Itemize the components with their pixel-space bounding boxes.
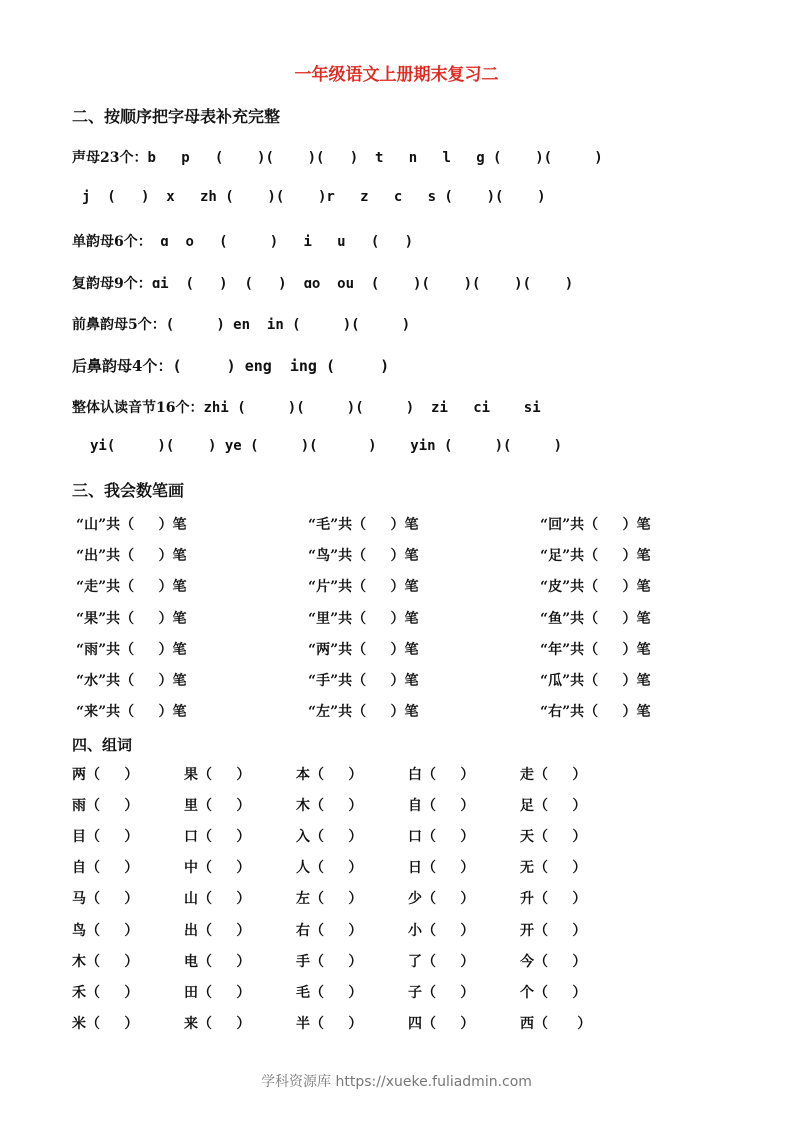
word-blank[interactable]: （ ） — [310, 767, 363, 783]
word-group-item — [184, 857, 250, 877]
word-character: 日 — [408, 860, 422, 877]
word-blank[interactable]: （ ） — [422, 1015, 475, 1032]
word-character: 右 — [296, 922, 310, 939]
stroke-gong-label: 共（ — [106, 704, 135, 721]
stroke-blank[interactable] — [366, 517, 390, 533]
stroke-count-item: “回”共（ ）笔 — [540, 517, 651, 533]
word-blank[interactable]: （ ） — [198, 922, 251, 939]
alphabet-line-label: 声母23个： — [72, 150, 148, 166]
stroke-count-item: “毛”共（ ）笔 — [308, 517, 419, 533]
word-character: 半 — [296, 1015, 310, 1032]
alphabet-line-label: 单韵母6个： — [72, 234, 152, 250]
word-group-item — [184, 764, 250, 784]
alphabet-line-content: zhi ( )( )( ) zi ci si — [203, 400, 541, 416]
stroke-bi-label: ）笔 — [622, 673, 651, 689]
stroke-bi-label: ）笔 — [390, 610, 419, 627]
word-blank[interactable]: （ ） — [422, 891, 475, 908]
word-group-item — [408, 888, 474, 908]
word-blank[interactable]: （ ） — [422, 798, 475, 815]
stroke-character: 鱼 — [548, 610, 563, 627]
alphabet-line — [72, 273, 573, 293]
word-group-row — [0, 982, 793, 1002]
stroke-blank[interactable] — [134, 579, 158, 595]
stroke-gong-label: 共（ — [106, 610, 135, 627]
word-blank[interactable]: （ ） — [534, 891, 587, 908]
word-blank[interactable]: （ ） — [310, 860, 363, 877]
stroke-blank[interactable] — [598, 517, 622, 533]
word-group-item — [296, 951, 362, 971]
stroke-bi-label: ）笔 — [158, 548, 187, 565]
alphabet-line — [72, 147, 603, 167]
word-blank[interactable]: （ ） — [534, 922, 587, 939]
word-character: 小 — [408, 922, 422, 939]
word-group-item — [296, 888, 362, 908]
stroke-count-item: “走”共（ ）笔 — [76, 579, 187, 596]
stroke-bi-label: ）笔 — [390, 641, 419, 658]
word-group-item — [520, 951, 586, 971]
stroke-count-row — [0, 576, 793, 596]
word-group-item — [296, 982, 362, 1002]
section4-heading: 四、组词 — [72, 736, 133, 754]
word-character: 开 — [520, 922, 534, 939]
alphabet-line-label: 后鼻韵母4个： — [72, 357, 173, 375]
word-character: 手 — [296, 953, 310, 970]
stroke-blank[interactable] — [366, 642, 390, 658]
stroke-bi-label: ）笔 — [158, 641, 187, 658]
stroke-count-item: “来”共（ ）笔 — [76, 704, 187, 721]
word-blank[interactable]: （ ） — [422, 829, 475, 846]
stroke-count-row — [0, 639, 793, 659]
word-group-item — [72, 764, 138, 784]
stroke-count-row — [0, 701, 793, 721]
word-group-item — [72, 920, 138, 940]
stroke-blank[interactable] — [598, 642, 622, 658]
stroke-character: 鸟 — [316, 548, 331, 565]
stroke-bi-label: ）笔 — [390, 704, 419, 721]
word-group-row — [0, 857, 793, 877]
word-group-item — [72, 951, 138, 971]
word-group-item — [408, 951, 474, 971]
word-group-row — [0, 888, 793, 908]
stroke-count-item: “皮”共（ ）笔 — [540, 579, 651, 596]
stroke-blank[interactable] — [598, 611, 622, 627]
stroke-count-item: “水”共（ ）笔 — [76, 673, 187, 689]
stroke-blank[interactable] — [598, 673, 622, 689]
alphabet-line-label: 整体认读音节16个： — [72, 400, 204, 416]
word-group-item — [72, 857, 138, 877]
stroke-gong-label: 共（ — [570, 517, 599, 533]
word-character: 电 — [184, 953, 198, 970]
word-character: 无 — [520, 860, 534, 877]
word-group-item — [296, 857, 362, 877]
stroke-character: 里 — [316, 610, 331, 627]
stroke-blank[interactable] — [134, 611, 158, 627]
stroke-count-row — [0, 514, 793, 534]
stroke-character: 果 — [84, 610, 99, 627]
alphabet-line-content: j ( ) x zh ( )( )r z c s ( )( ) — [82, 189, 546, 205]
word-group-item — [184, 888, 250, 908]
word-character: 了 — [408, 953, 422, 970]
word-blank[interactable]: （ ） — [198, 798, 251, 815]
word-group-item — [408, 795, 474, 815]
word-blank[interactable]: （ ） — [86, 798, 139, 815]
word-character: 山 — [184, 891, 198, 908]
word-group-item — [408, 857, 474, 877]
stroke-character: 雨 — [84, 641, 99, 658]
word-blank[interactable]: （ ） — [198, 829, 251, 846]
word-group-item — [184, 920, 250, 940]
alphabet-line-content: ɑ o ( ) i u ( ) — [151, 234, 414, 250]
word-character: 足 — [520, 798, 534, 815]
stroke-character: 右 — [548, 704, 563, 721]
word-character: 自 — [408, 798, 422, 815]
word-character: 鸟 — [72, 922, 86, 939]
stroke-character: 水 — [84, 673, 99, 689]
word-character: 人 — [296, 860, 310, 877]
word-character: 西 — [520, 1015, 534, 1032]
word-character: 本 — [296, 767, 310, 783]
word-blank[interactable]: （ ） — [534, 984, 587, 1001]
stroke-bi-label: ）笔 — [158, 579, 187, 596]
word-group-item — [408, 982, 474, 1002]
stroke-character: 手 — [316, 673, 331, 689]
word-character: 今 — [520, 953, 534, 970]
page-title: 一年级语文上册期末复习二 — [294, 65, 499, 85]
word-group-row — [0, 1013, 793, 1033]
word-blank[interactable]: （ ） — [86, 829, 139, 846]
alphabet-line-content: ( ) en in ( )( ) — [165, 317, 411, 333]
alphabet-line — [82, 189, 546, 205]
word-group-item — [184, 1013, 250, 1033]
alphabet-line — [72, 314, 410, 334]
word-blank[interactable]: （ ） — [534, 829, 587, 846]
stroke-count-item: “两”共（ ）笔 — [308, 641, 419, 658]
word-blank[interactable]: （ ） — [198, 984, 251, 1001]
word-group-item — [184, 795, 250, 815]
stroke-character: 两 — [316, 641, 331, 658]
word-character: 子 — [408, 984, 422, 1001]
word-group-row — [0, 795, 793, 815]
stroke-count-item: “年”共（ ）笔 — [540, 641, 651, 658]
stroke-gong-label: 共（ — [338, 579, 367, 596]
word-blank[interactable]: （ ） — [198, 891, 251, 908]
word-character: 禾 — [72, 984, 86, 1001]
word-blank[interactable]: （ ） — [86, 953, 139, 970]
word-group-item — [408, 1013, 474, 1033]
alphabet-line — [72, 355, 389, 376]
word-character: 里 — [184, 798, 198, 815]
stroke-count-item: “瓜”共（ ）笔 — [540, 673, 651, 689]
word-blank[interactable]: （ ） — [534, 798, 587, 815]
stroke-gong-label: 共（ — [338, 641, 367, 658]
stroke-gong-label: 共（ — [106, 579, 135, 596]
word-blank[interactable]: （ ） — [310, 891, 363, 908]
stroke-count-item: “右”共（ ）笔 — [540, 704, 651, 721]
stroke-gong-label: 共（ — [338, 517, 367, 533]
word-character: 中 — [184, 860, 198, 877]
word-blank[interactable]: （ ） — [422, 984, 475, 1001]
word-blank[interactable]: （ ） — [198, 860, 251, 877]
word-character: 两 — [72, 767, 86, 783]
stroke-gong-label: 共（ — [570, 641, 599, 658]
word-character: 目 — [72, 829, 86, 846]
alphabet-line-content: yi( )( ) ye ( )( ) yin ( )( ) — [90, 438, 563, 454]
word-character: 果 — [184, 767, 198, 783]
word-blank[interactable]: （ ） — [86, 922, 139, 939]
stroke-gong-label: 共（ — [338, 673, 367, 689]
word-group-row — [0, 764, 793, 784]
stroke-gong-label: 共（ — [570, 548, 599, 565]
stroke-character: 瓜 — [548, 673, 563, 689]
word-blank[interactable]: （ ） — [198, 767, 251, 783]
stroke-bi-label: ）笔 — [622, 704, 651, 721]
stroke-character: 走 — [84, 579, 99, 596]
section2-heading: 二、按顺序把字母表补充完整 — [72, 107, 281, 126]
stroke-blank[interactable] — [366, 579, 390, 595]
stroke-count-item: “雨”共（ ）笔 — [76, 641, 187, 658]
word-group-item — [408, 764, 474, 784]
word-character: 天 — [520, 829, 534, 846]
word-group-item — [520, 764, 586, 784]
word-group-item — [408, 920, 474, 940]
alphabet-line — [72, 397, 541, 417]
word-blank[interactable]: （ ） — [86, 984, 139, 1001]
stroke-blank[interactable] — [134, 673, 158, 689]
word-blank[interactable]: （ ） — [534, 1015, 592, 1032]
word-group-item — [184, 826, 250, 846]
word-blank[interactable]: （ ） — [310, 953, 363, 970]
word-character: 来 — [184, 1015, 198, 1032]
word-blank[interactable]: （ ） — [310, 984, 363, 1001]
word-group-item — [520, 857, 586, 877]
alphabet-line — [90, 438, 562, 454]
stroke-count-item: “片”共（ ）笔 — [308, 579, 419, 596]
word-character: 自 — [72, 860, 86, 877]
word-group-row — [0, 826, 793, 846]
stroke-character: 出 — [84, 548, 99, 565]
stroke-blank[interactable] — [134, 517, 158, 533]
word-group-item — [296, 795, 362, 815]
word-blank[interactable]: （ ） — [422, 922, 475, 939]
alphabet-line-label: 复韵母9个： — [72, 276, 152, 292]
stroke-character: 毛 — [316, 517, 331, 533]
word-blank[interactable]: （ ） — [422, 860, 475, 877]
word-character: 木 — [72, 953, 86, 970]
word-character: 出 — [184, 922, 198, 939]
word-group-item — [296, 826, 362, 846]
stroke-bi-label: ）笔 — [622, 641, 651, 658]
word-character: 口 — [408, 829, 422, 846]
word-character: 升 — [520, 891, 534, 908]
stroke-count-row — [0, 670, 793, 690]
word-group-item — [520, 920, 586, 940]
word-blank[interactable]: （ ） — [422, 767, 475, 783]
stroke-count-row — [0, 608, 793, 628]
word-group-item — [520, 1013, 591, 1033]
word-group-row — [0, 951, 793, 971]
stroke-bi-label: ）笔 — [622, 548, 651, 565]
stroke-blank[interactable] — [366, 611, 390, 627]
stroke-bi-label: ）笔 — [622, 517, 651, 533]
stroke-bi-label: ）笔 — [390, 579, 419, 596]
stroke-count-item: “出”共（ ）笔 — [76, 548, 187, 565]
stroke-bi-label: ）笔 — [622, 610, 651, 627]
stroke-bi-label: ）笔 — [390, 673, 419, 689]
alphabet-line — [72, 231, 413, 251]
word-group-row — [0, 920, 793, 940]
stroke-character: 皮 — [548, 579, 563, 596]
stroke-gong-label: 共（ — [570, 673, 599, 689]
footer-watermark: 学科资源库 https://xueke.fuliadmin.com — [261, 1074, 532, 1090]
word-character: 毛 — [296, 984, 310, 1001]
stroke-character: 片 — [316, 579, 331, 596]
word-blank[interactable]: （ ） — [86, 767, 139, 783]
word-character: 口 — [184, 829, 198, 846]
stroke-count-item: “足”共（ ）笔 — [540, 548, 651, 565]
word-character: 个 — [520, 984, 534, 1001]
alphabet-line-content: b p ( )( )( ) t n l g ( )( ) — [147, 150, 603, 166]
word-group-item — [72, 1013, 138, 1033]
stroke-gong-label: 共（ — [106, 673, 135, 689]
word-blank[interactable]: （ ） — [534, 860, 587, 877]
stroke-gong-label: 共（ — [106, 641, 135, 658]
stroke-gong-label: 共（ — [338, 548, 367, 565]
stroke-count-item: “鱼”共（ ）笔 — [540, 610, 651, 627]
stroke-bi-label: ）笔 — [390, 548, 419, 565]
word-character: 少 — [408, 891, 422, 908]
word-character: 田 — [184, 984, 198, 1001]
word-character: 马 — [72, 891, 86, 908]
stroke-blank[interactable] — [134, 548, 158, 564]
stroke-blank[interactable] — [134, 642, 158, 658]
stroke-count-item: “手”共（ ）笔 — [308, 673, 419, 689]
stroke-blank[interactable] — [598, 579, 622, 595]
word-group-item — [72, 888, 138, 908]
alphabet-line-label: 前鼻韵母5个： — [72, 317, 166, 333]
stroke-character: 山 — [84, 517, 99, 533]
word-group-item — [184, 951, 250, 971]
word-group-item — [72, 795, 138, 815]
stroke-count-item: “山”共（ ）笔 — [76, 517, 187, 533]
stroke-count-row — [0, 545, 793, 565]
stroke-character: 左 — [316, 704, 331, 721]
stroke-character: 回 — [548, 517, 563, 533]
word-blank[interactable]: （ ） — [198, 1015, 251, 1032]
stroke-gong-label: 共（ — [338, 704, 367, 721]
stroke-count-item: “鸟”共（ ）笔 — [308, 548, 419, 565]
word-group-item — [520, 826, 586, 846]
stroke-blank[interactable] — [598, 704, 622, 720]
stroke-gong-label: 共（ — [570, 610, 599, 627]
stroke-bi-label: ）笔 — [158, 610, 187, 627]
stroke-character: 年 — [548, 641, 563, 658]
section3-heading: 三、我会数笔画 — [72, 481, 185, 500]
word-character: 雨 — [72, 798, 86, 815]
stroke-bi-label: ）笔 — [158, 517, 187, 533]
word-group-item — [520, 888, 586, 908]
stroke-count-item: “左”共（ ）笔 — [308, 704, 419, 721]
word-blank[interactable]: （ ） — [310, 798, 363, 815]
word-group-item — [520, 795, 586, 815]
stroke-gong-label: 共（ — [570, 704, 599, 721]
word-blank[interactable]: （ ） — [422, 953, 475, 970]
word-character: 木 — [296, 798, 310, 815]
stroke-bi-label: ）笔 — [622, 579, 651, 596]
stroke-blank[interactable] — [366, 548, 390, 564]
word-blank[interactable]: （ ） — [86, 891, 139, 908]
word-blank[interactable]: （ ） — [86, 860, 139, 877]
word-group-item — [520, 982, 586, 1002]
word-character: 米 — [72, 1015, 86, 1032]
word-character: 走 — [520, 767, 534, 783]
word-group-item — [296, 920, 362, 940]
stroke-count-item: “里”共（ ）笔 — [308, 610, 419, 627]
word-character: 四 — [408, 1015, 422, 1032]
stroke-bi-label: ）笔 — [158, 704, 187, 721]
stroke-character: 来 — [84, 704, 99, 721]
word-blank[interactable]: （ ） — [310, 829, 363, 846]
stroke-gong-label: 共（ — [106, 517, 135, 533]
word-character: 左 — [296, 891, 310, 908]
stroke-blank[interactable] — [366, 704, 390, 720]
stroke-gong-label: 共（ — [106, 548, 135, 565]
word-blank[interactable]: （ ） — [198, 953, 251, 970]
word-group-item — [72, 826, 138, 846]
word-group-item — [72, 982, 138, 1002]
word-group-item — [296, 764, 362, 784]
stroke-blank[interactable] — [598, 548, 622, 564]
stroke-bi-label: ）笔 — [390, 517, 419, 533]
word-group-item — [184, 982, 250, 1002]
word-group-item — [408, 826, 474, 846]
alphabet-line-content: ɑi ( ) ( ) ɑo ou ( )( )( )( ) — [151, 276, 574, 292]
stroke-gong-label: 共（ — [338, 610, 367, 627]
word-character: 入 — [296, 829, 310, 846]
word-group-item — [296, 1013, 362, 1033]
stroke-blank[interactable] — [366, 673, 390, 689]
stroke-count-item: “果”共（ ）笔 — [76, 610, 187, 627]
alphabet-line-content: ( ) eng ing ( ) — [172, 357, 390, 375]
stroke-gong-label: 共（ — [570, 579, 599, 596]
word-blank[interactable]: （ ） — [310, 1015, 363, 1032]
word-blank[interactable]: （ ） — [310, 922, 363, 939]
word-blank[interactable]: （ ） — [534, 767, 587, 783]
word-character: 白 — [408, 767, 422, 783]
stroke-blank[interactable] — [134, 704, 158, 720]
stroke-bi-label: ）笔 — [158, 673, 187, 689]
word-blank[interactable]: （ ） — [86, 1015, 139, 1032]
word-blank[interactable]: （ ） — [534, 953, 587, 970]
stroke-character: 足 — [548, 548, 563, 565]
